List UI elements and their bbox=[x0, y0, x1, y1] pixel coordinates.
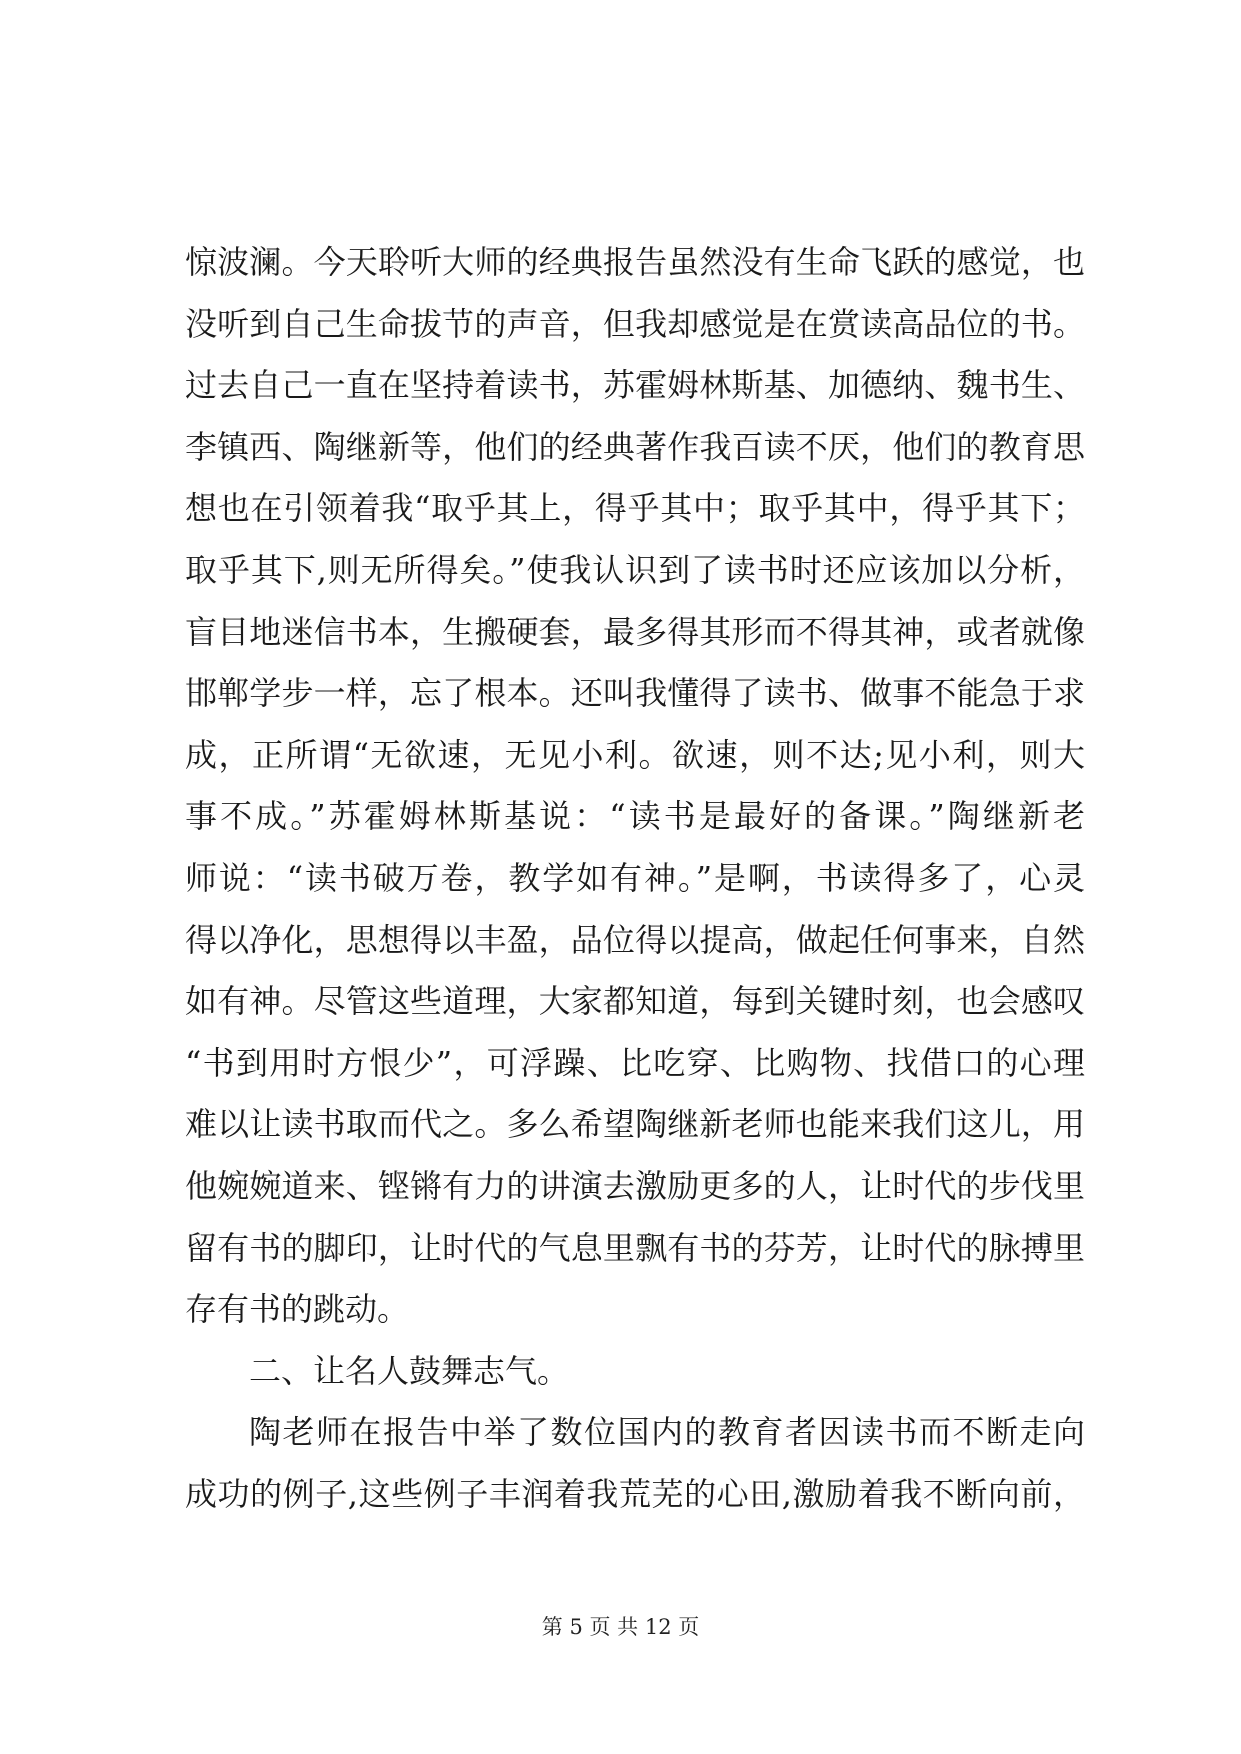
text-line: 成功的例子,这些例子丰润着我荒芜的心田,激励着我不断向前， bbox=[185, 1474, 1085, 1513]
text-line: 师说：“读书破万卷，教学如有神。”是啊，书读得多了，心灵 bbox=[185, 858, 1085, 897]
section-heading: 二、让名人鼓舞志气。 bbox=[249, 1351, 570, 1390]
text-line: 没听到自己生命拔节的声音，但我却感觉是在赏读高品位的书。 bbox=[185, 304, 1085, 343]
text-line: 想也在引领着我“取乎其上，得乎其中；取乎其中，得乎其下； bbox=[185, 489, 1085, 528]
text-line: 惊波澜。今天聆听大师的经典报告虽然没有生命飞跃的感觉，也 bbox=[185, 243, 1085, 281]
text-line: 难以让读书取而代之。多么希望陶继新老师也能来我们这儿，用 bbox=[185, 1105, 1085, 1144]
text-line: 盲目地迷信书本，生搬硬套，最多得其形而不得其神，或者就像 bbox=[185, 612, 1085, 651]
text-line: 如有神。尽管这些道理，大家都知道，每到关键时刻，也会感叹 bbox=[185, 982, 1085, 1021]
text-line: “书到用时方恨少”，可浮躁、比吃穿、比购物、找借口的心理 bbox=[185, 1043, 1085, 1082]
text-line: 过去自己一直在坚持着读书，苏霍姆林斯基、加德纳、魏书生、 bbox=[185, 366, 1085, 405]
text-line: 成，正所谓“无欲速，无见小利。欲速，则不达;见小利，则大 bbox=[185, 735, 1085, 774]
text-line: 存有书的跳动。 bbox=[185, 1290, 410, 1329]
text-line: 事不成。”苏霍姆林斯基说：“读书是最好的备课。”陶继新老 bbox=[185, 797, 1085, 836]
text-line: 取乎其下,则无所得矣。”使我认识到了读书时还应该加以分析， bbox=[185, 550, 1085, 589]
text-line: 邯郸学步一样，忘了根本。还叫我懂得了读书、做事不能急于求 bbox=[185, 674, 1085, 713]
text-line: 得以净化，思想得以丰盈，品位得以提高，做起任何事来，自然 bbox=[185, 920, 1085, 959]
paragraph-first-line: 陶老师在报告中举了数位国内的教育者因读书而不断走向 bbox=[249, 1413, 1085, 1452]
text-line: 李镇西、陶继新等，他们的经典著作我百读不厌，他们的教育思 bbox=[185, 427, 1085, 466]
body-text bbox=[185, 232, 1085, 1525]
text-line: 他婉婉道来、铿锵有力的讲演去激励更多的人，让时代的步伐里 bbox=[185, 1166, 1085, 1205]
page-number-footer: 第 5 页 共 12 页 bbox=[541, 1615, 700, 1639]
text-line: 留有书的脚印，让时代的气息里飘有书的芬芳，让时代的脉搏里 bbox=[185, 1228, 1085, 1267]
